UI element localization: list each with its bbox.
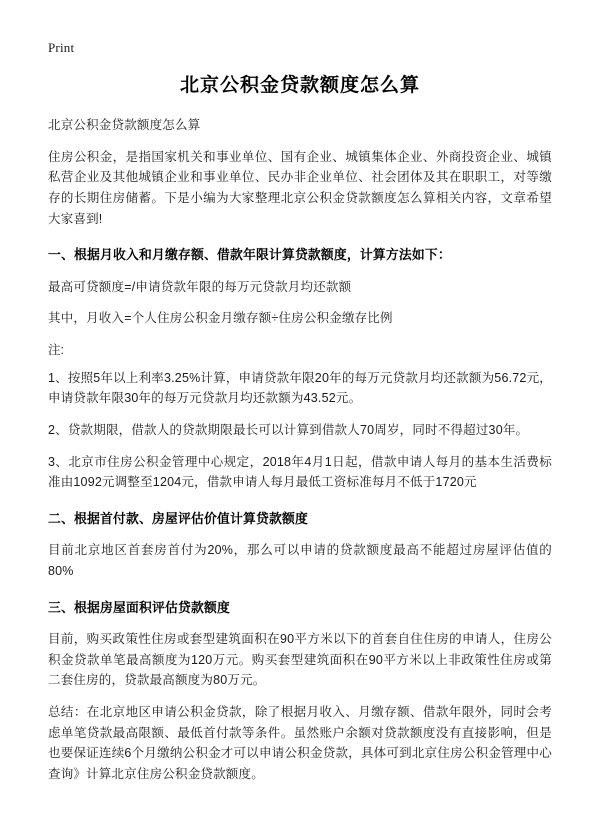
document-intro: 住房公积金，是指国家机关和事业单位、国有企业、城镇集体企业、外商投资企业、城镇私营企业及其他城镇企业和事业单位、民办非企业单位、社会团体及其在职职工，对等缴存的长期住房储蓄。下是小编为大家整理北京公积金贷款额度怎么算相关内容，文章希望大家喜到! <box>48 149 552 226</box>
document-lead: 北京公积金贷款额度怎么算 <box>48 118 201 132</box>
section-heading-2: 二、根据首付款、房屋评估价值计算贷款额度 <box>48 510 308 526</box>
section-1-note-label: 注: <box>48 342 64 357</box>
section-1-note-1: 1、按照5年以上利率3.25%计算，申请贷款年限20年的每万元贷款月均还款额为56.72元，申请贷款年限30年的每万元贷款月均还款额为43.52元。 <box>48 370 552 406</box>
section-2-paragraph-1: 目前北京地区首套房首付为20%，那么可以申请的贷款额度最高不能超过房屋评估值的80% <box>48 543 552 579</box>
section-heading-1: 一、根据月收入和月缴存额、借款年限计算贷款额度，计算方法如下： <box>48 247 451 263</box>
section-1-paragraph-1: 最高可贷额度=/申请贷款年限的每万元贷款月均还款额 <box>48 279 352 294</box>
section-1-paragraph-2: 其中，月收入=个人住房公积金月缴存额÷住房公积金缴存比例 <box>48 311 393 326</box>
section-1-note-2: 2、贷款期限，借款人的贷款期限最长可以计算到借款人70周岁，同时不得超过30年。 <box>48 423 529 438</box>
section-heading-3: 三、根据房屋面积评估贷款额度 <box>48 599 230 615</box>
print-button[interactable]: Print <box>48 40 75 55</box>
section-3-paragraph-1: 目前，购买政策性住房或套型建筑面积在90平方米以下的首套自住住房的申请人，住房公积金贷款单笔最高额度为120万元。购买套型建筑面积在90平方米以上非政策性住房或第二套住房的，贷款最高额度为80万元。 <box>48 632 552 688</box>
document-summary: 总结：在北京地区申请公积金贷款，除了根据月收入、月缴存额、借款年限外，同时会考虑单笔贷款最高限额、最低首付款等条件。虽然账户余额对贷款额度没有直接影响，但是也要保证连续6个月缴纳公积金才可以申请公积金贷款，具体可到北京住房公积金管理中心查询》计算北京住房公积金贷款额度。 <box>48 705 552 781</box>
section-1-note-3: 3、北京市住房公积金管理中心规定，2018年4月1日起，借款申请人每月的基本生活费标准由1092元调整至1204元，借款申请人每月最低工资标准每月不低于1720元 <box>48 454 552 490</box>
page-title: 北京公积金贷款额度怎么算 <box>179 75 420 96</box>
